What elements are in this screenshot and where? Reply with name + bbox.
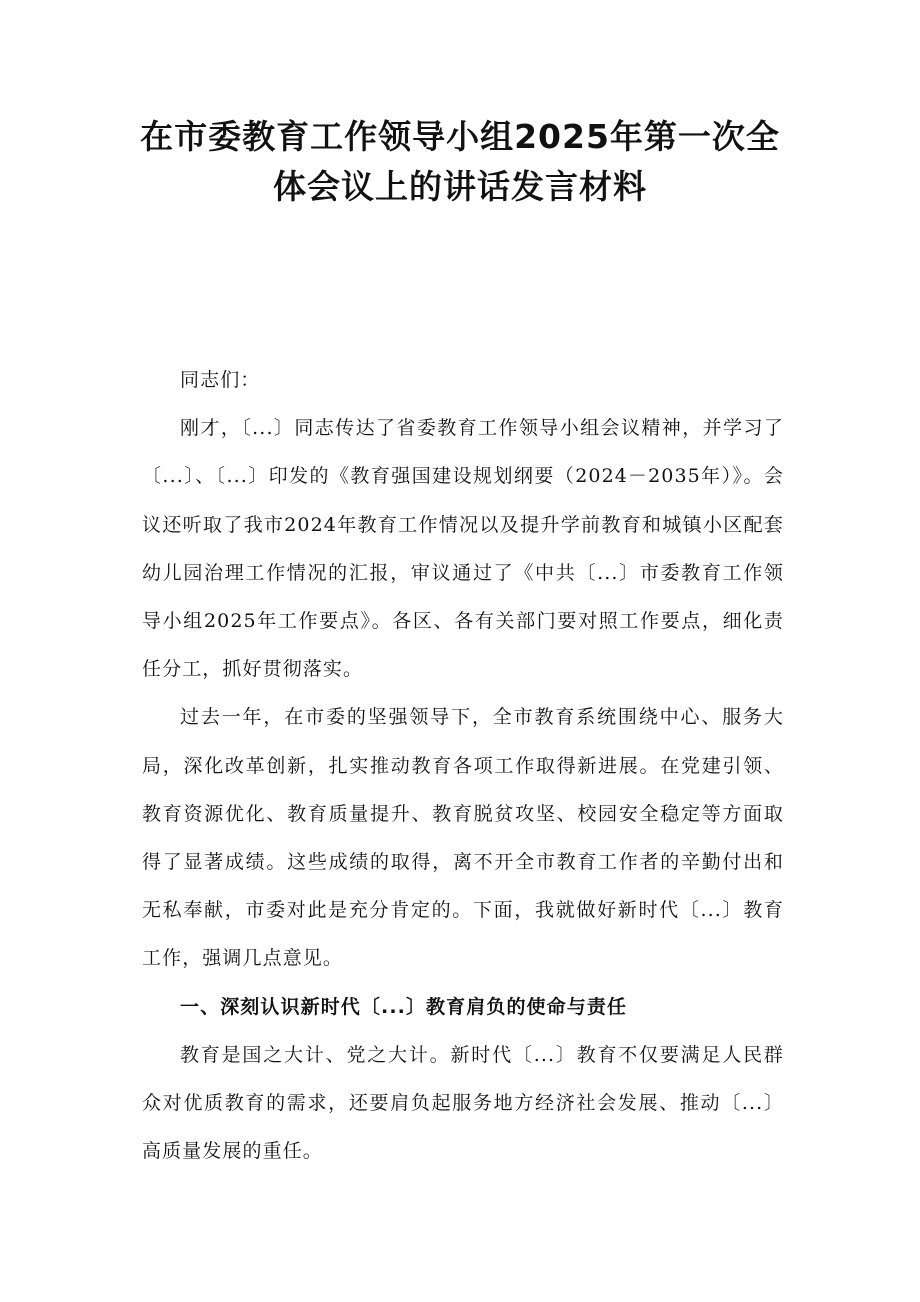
paragraph-2: 过去一年，在市委的坚强领导下，全市教育系统围绕中心、服务大局，深化改革创新，扎实推动教育各项工作取得新进展。在党建引领、教育资源优化、教育质量提升、教育脱贫攻坚、校园安全稳定等方面取得了显著成绩。这些成绩的取得，离不开全市教育工作者的辛勤付出和无私奉献，市委对此是充分肯定的。下面，我就做好新时代〔...〕教育工作，强调几点意见。 <box>142 706 784 970</box>
title-line-1: 在市委教育工作领导小组2025年第一次全 <box>140 117 780 156</box>
salutation: 同志们： <box>180 369 261 391</box>
section-heading-1: 一、深刻认识新时代〔...〕教育肩负的使命与责任 <box>180 995 628 1018</box>
paragraph-1: 刚才，〔...〕同志传达了省委教育工作领导小组会议精神，并学习了〔...〕、〔...〕印发的《教育强国建设规划纲要（2024－2035年）》。会议还听取了我市2024年教育工作情况以及提升学前教育和城镇小区配套幼儿园治理工作情况的汇报，审议通过了《中共〔...〕市委教育工作领导小组2025年工作要点》。各区、各有关部门要对照工作要点，细化责任分工，抓好贯彻落实。 <box>142 417 784 681</box>
section-1-paragraph: 教育是国之大计、党之大计。新时代〔...〕教育不仅要满足人民群众对优质教育的需求，还要肩负起服务地方经济社会发展、推动〔...〕高质量发展的重任。 <box>142 1043 784 1163</box>
title-line-2: 体会议上的讲话发言材料 <box>273 167 647 206</box>
document-title <box>120 112 800 212</box>
document-body <box>142 356 784 1175</box>
